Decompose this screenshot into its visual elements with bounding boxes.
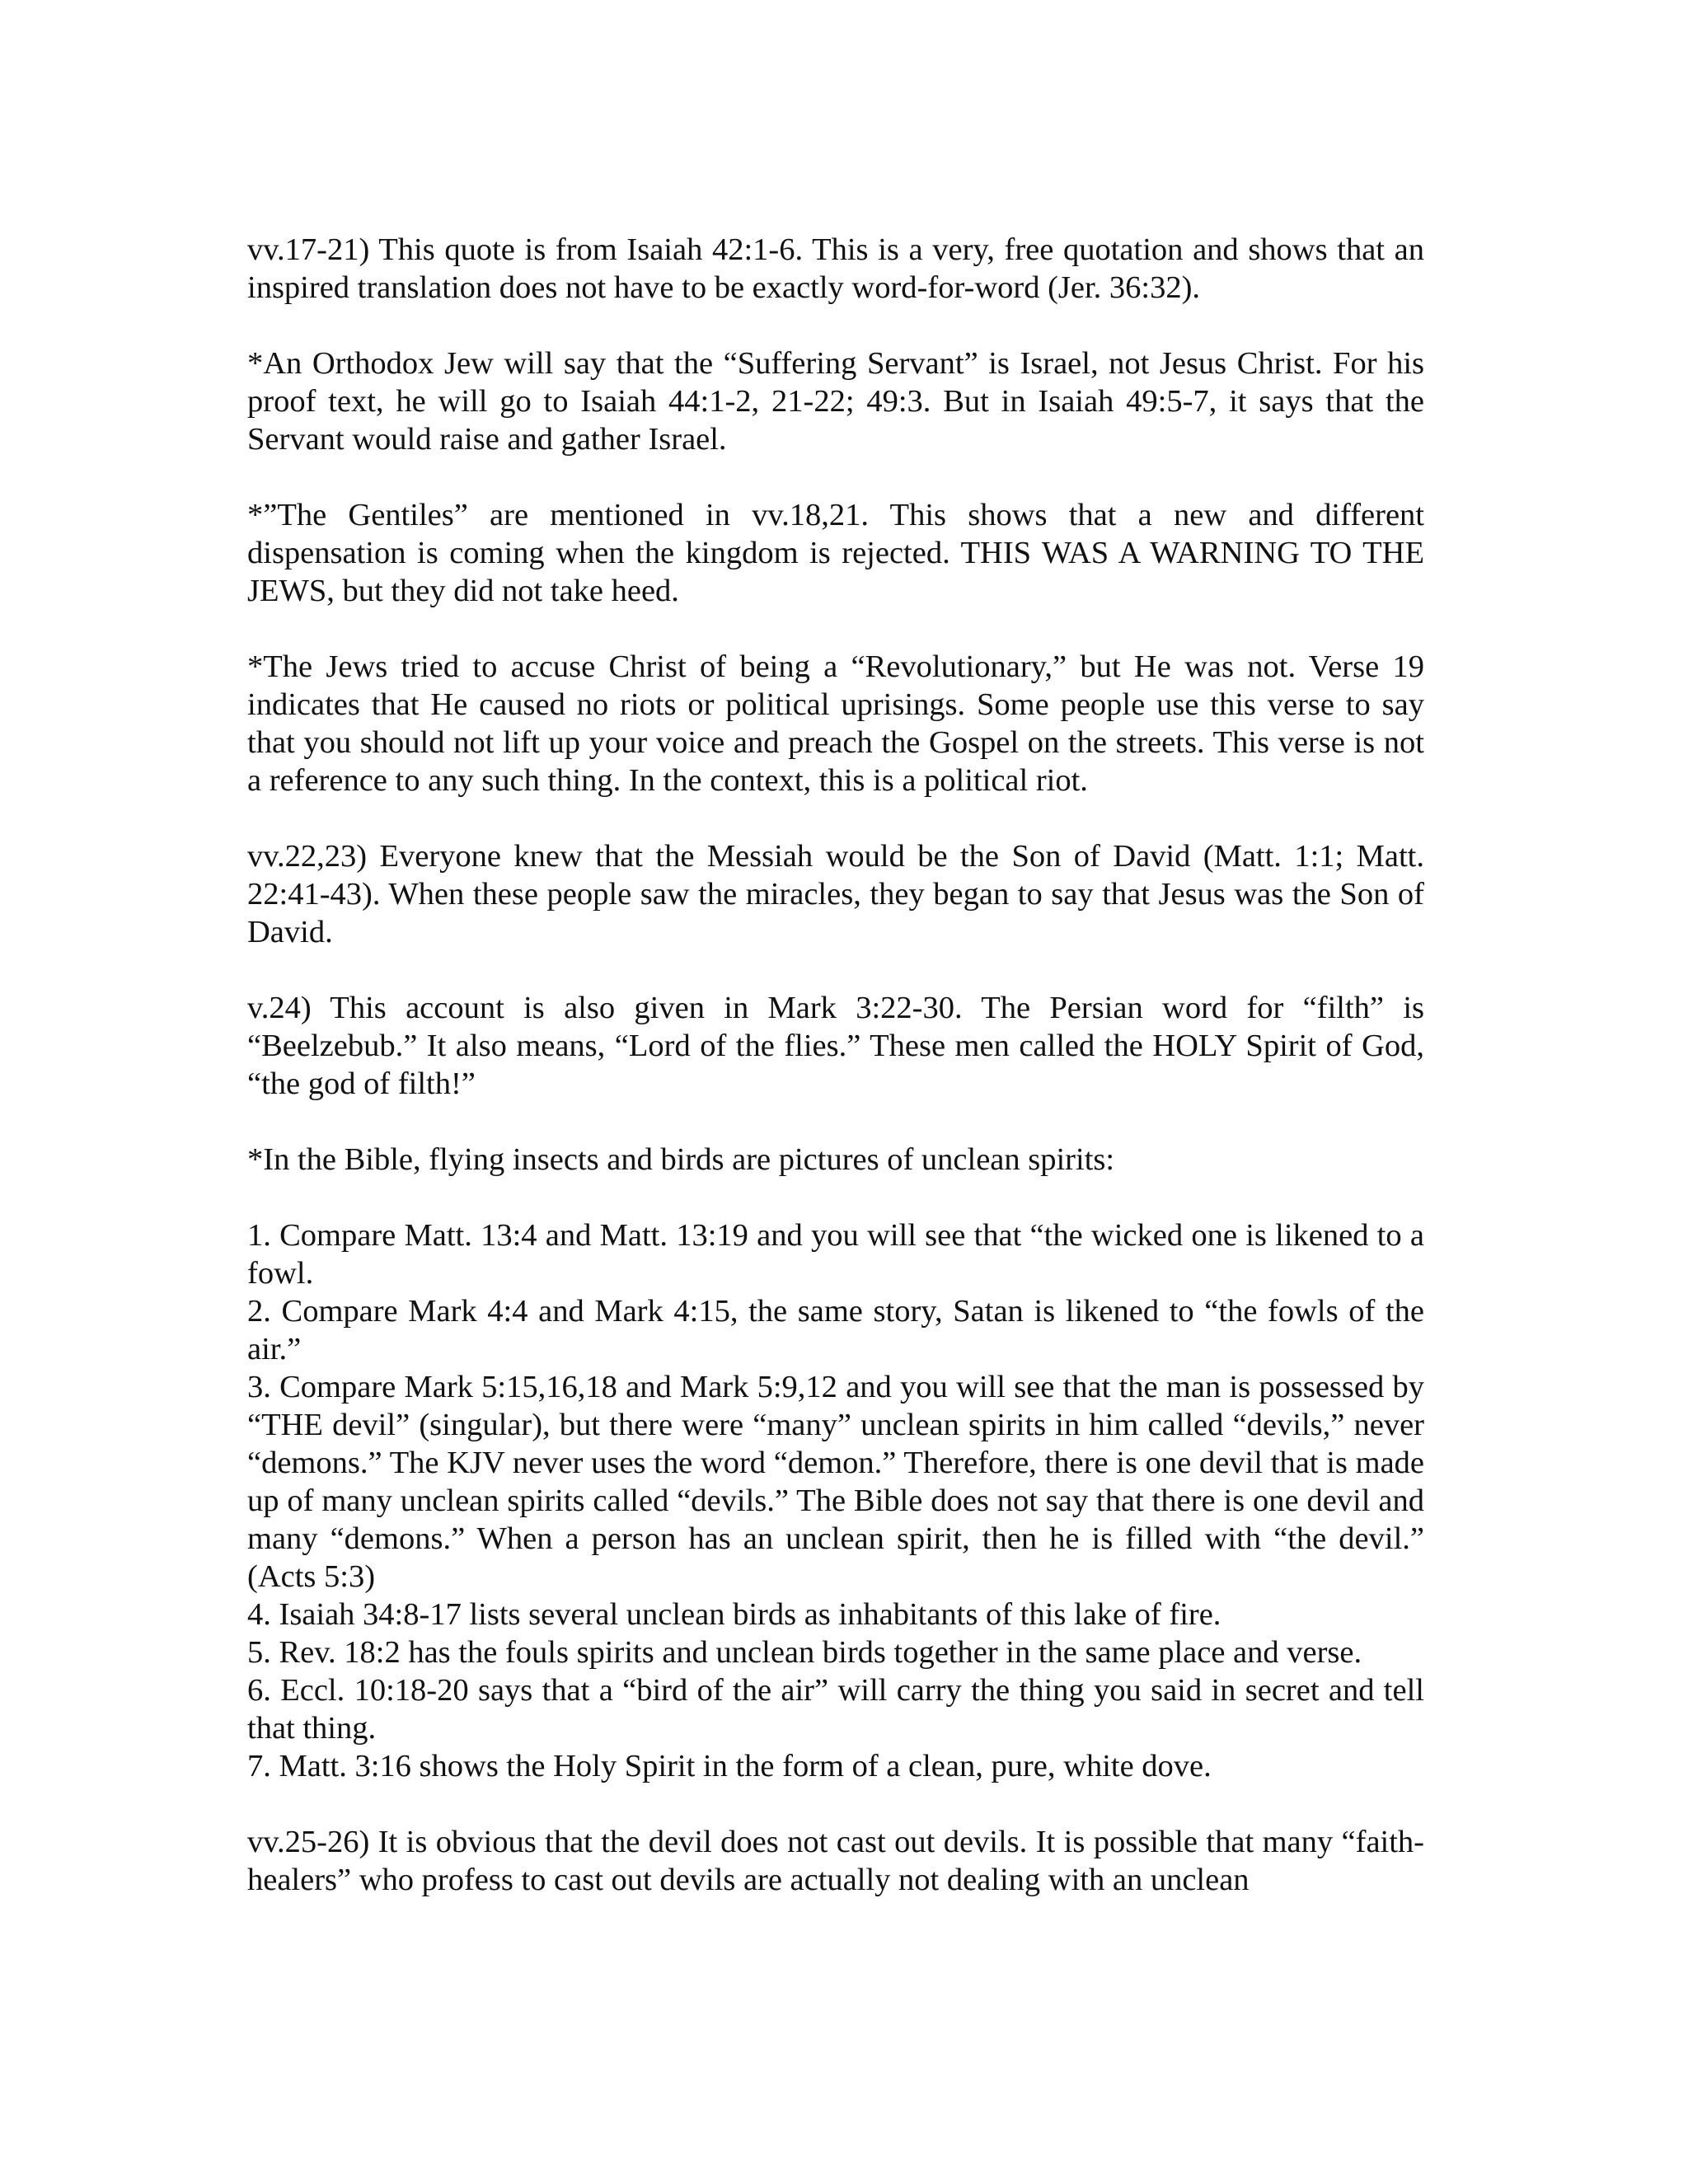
- paragraph-unclean-spirits-intro: *In the Bible, flying insects and birds are pictures of unclean spirits:: [247, 1142, 1115, 1177]
- list-item: 6. Eccl. 10:18-20 says that a “bird of the air” will carry the thing you said in secret and tell that thing.: [247, 1673, 1424, 1746]
- paragraph-revolutionary: *The Jews tried to accuse Christ of being a “Revolutionary,” but He was not. Verse 19 indicates that He caused no riots or political uprisings. Some people use this verse to say that you should not lift up your voice and preach the Gospel on the streets. This verse is not a reference to any such thing. In the context, this is a political riot.: [247, 649, 1424, 798]
- numbered-list: [247, 1216, 1424, 1785]
- paragraph-vv25-26: vv.25-26) It is obvious that the devil does not cast out devils. It is possible that many “faith-healers” who profess to cast out devils are actually not dealing with an unclean: [247, 1825, 1424, 1897]
- paragraph-vv17-21: vv.17-21) This quote is from Isaiah 42:1-6. This is a very, free quotation and shows that an inspired translation does not have to be exactly word-for-word (Jer. 36:32).: [247, 232, 1424, 305]
- list-item: 2. Compare Mark 4:4 and Mark 4:15, the same story, Satan is likened to “the fowls of the air.”: [247, 1294, 1424, 1366]
- paragraph-suffering-servant: *An Orthodox Jew will say that the “Suffering Servant” is Israel, not Jesus Christ. For his proof text, he will go to Isaiah 44:1-2, 21-22; 49:3. But in Isaiah 49:5-7, it says that the Servant would raise and gather Israel.: [247, 346, 1424, 457]
- list-item: 5. Rev. 18:2 has the fouls spirits and unclean birds together in the same place and verse.: [247, 1635, 1362, 1670]
- document-page: [247, 231, 1424, 1899]
- list-item: 4. Isaiah 34:8-17 lists several unclean birds as inhabitants of this lake of fire.: [247, 1597, 1221, 1632]
- list-item: 3. Compare Mark 5:15,16,18 and Mark 5:9,12 and you will see that the man is possessed by “THE devil” (singular), but there were “many” unclean spirits in him called “devils,” never “demons.” The KJV never uses the word “demon.” Therefore, there is one devil that is made up of many unclean spirits called “devils.” The Bible does not say that there is one devil and many “demons.” When a person has an unclean spirit, then he is filled with “the devil.” (Acts 5:3): [247, 1370, 1424, 1594]
- list-item: 1. Compare Matt. 13:4 and Matt. 13:19 and you will see that “the wicked one is likened to a fowl.: [247, 1218, 1424, 1291]
- list-item: 7. Matt. 3:16 shows the Holy Spirit in the form of a clean, pure, white dove.: [247, 1749, 1212, 1783]
- paragraph-vv22-23: vv.22,23) Everyone knew that the Messiah would be the Son of David (Matt. 1:1; Matt. 22:41-43). When these people saw the miracles, they began to say that Jesus was the Son of David.: [247, 839, 1424, 949]
- paragraph-gentiles: *”The Gentiles” are mentioned in vv.18,21. This shows that a new and different dispensation is coming when the kingdom is rejected. THIS WAS A WARNING TO THE JEWS, but they did not take heed.: [247, 498, 1424, 608]
- paragraph-v24: v.24) This account is also given in Mark 3:22-30. The Persian word for “filth” is “Beelzebub.” It also means, “Lord of the flies.” These men called the HOLY Spirit of God, “the god of filth!”: [247, 991, 1424, 1101]
